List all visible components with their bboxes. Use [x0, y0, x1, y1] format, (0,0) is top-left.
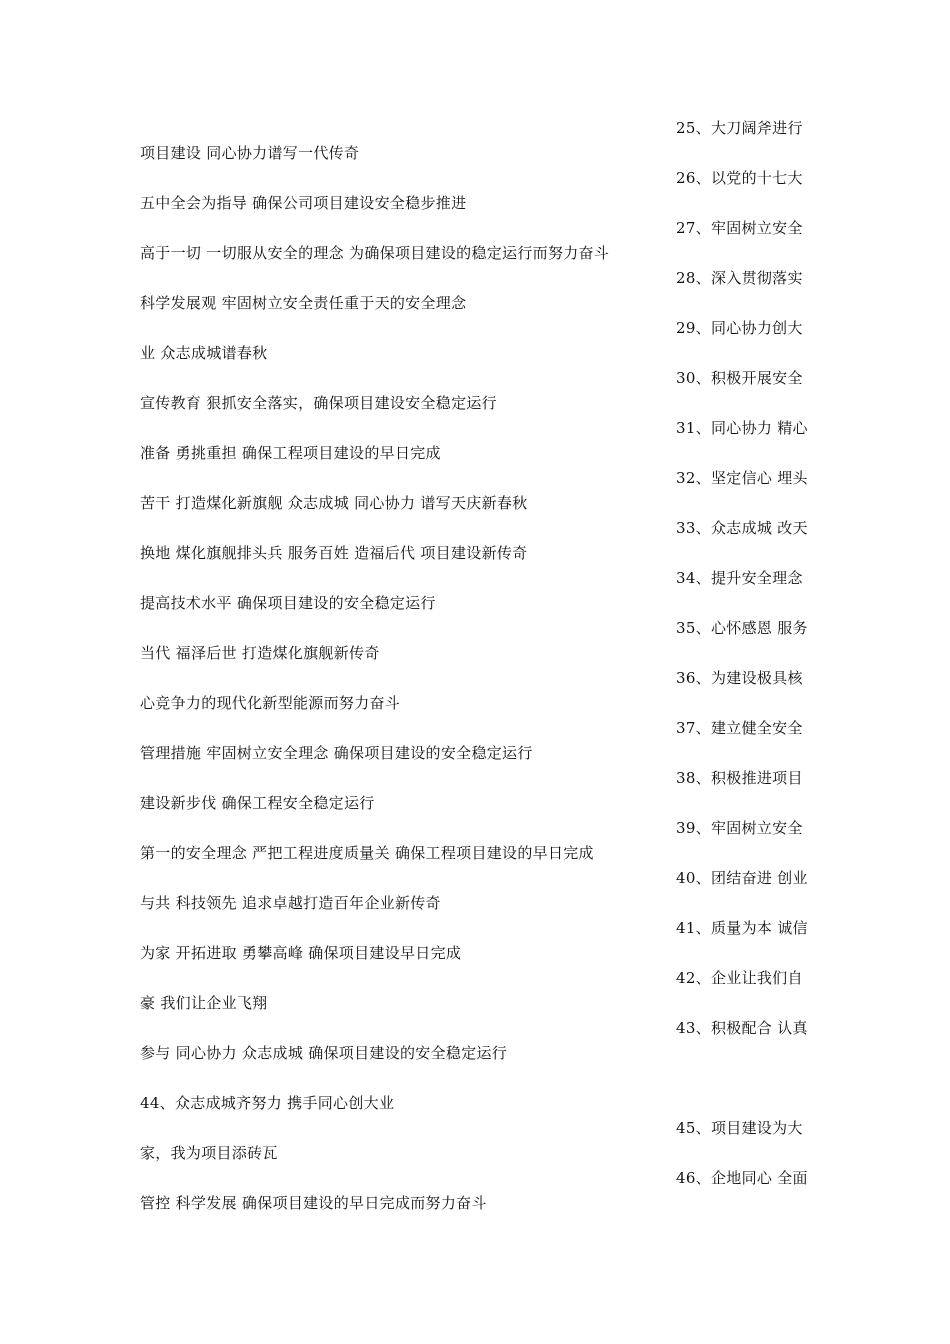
right-line-33: 33、众志成城 改天 [676, 519, 808, 537]
right-line-42: 42、企业让我们自 [676, 969, 803, 987]
left-line-4: 科学发展观 牢固树立安全责任重于天的安全理念 [140, 294, 467, 312]
left-line-6: 宣传教育 狠抓安全落实，确保项目建设安全稳定运行 [140, 394, 497, 412]
right-line-30: 30、积极开展安全 [676, 369, 803, 387]
right-line-41: 41、质量为本 诚信 [676, 919, 808, 937]
right-line-35: 35、心怀感恩 服务 [676, 619, 808, 637]
right-line-26: 26、以党的十七大 [676, 169, 803, 187]
right-line-28: 28、深入贯彻落实 [676, 269, 803, 287]
right-line-39: 39、牢固树立安全 [676, 819, 803, 837]
right-line-25: 25、大刀阔斧进行 [676, 119, 803, 137]
left-line-3: 高于一切 一切服从安全的理念 为确保项目建设的稳定运行而努力奋斗 [140, 244, 610, 262]
right-line-40: 40、团结奋进 创业 [676, 869, 808, 887]
right-line-27: 27、牢固树立安全 [676, 219, 803, 237]
left-line-1: 项目建设 同心协力谱写一代传奇 [140, 144, 360, 162]
left-line-19: 参与 同心协力 众志成城 确保项目建设的安全稳定运行 [140, 1044, 508, 1062]
left-line-16: 与共 科技领先 追求卓越打造百年企业新传奇 [140, 894, 441, 912]
left-line-8: 苦干 打造煤化新旗舰 众志成城 同心协力 谱写天庆新春秋 [140, 494, 528, 512]
left-line-2: 五中全会为指导 确保公司项目建设安全稳步推进 [140, 194, 467, 212]
left-line-20: 44、众志成城齐努力 携手同心创大业 [140, 1094, 395, 1112]
right-line-37: 37、建立健全安全 [676, 719, 803, 737]
left-line-10: 提高技术水平 确保项目建设的安全稳定运行 [140, 594, 436, 612]
right-line-32: 32、坚定信心 埋头 [676, 469, 808, 487]
left-line-14: 建设新步伐 确保工程安全稳定运行 [140, 794, 375, 812]
left-line-18: 豪 我们让企业飞翔 [140, 994, 268, 1012]
left-line-7: 准备 勇挑重担 确保工程项目建设的早日完成 [140, 444, 441, 462]
right-line-34: 34、提升安全理念 [676, 569, 803, 587]
left-line-12: 心竞争力的现代化新型能源而努力奋斗 [140, 694, 401, 712]
left-line-13: 管理措施 牢固树立安全理念 确保项目建设的安全稳定运行 [140, 744, 533, 762]
right-line-45: 45、项目建设为大 [676, 1119, 803, 1137]
left-line-22: 管控 科学发展 确保项目建设的早日完成而努力奋斗 [140, 1194, 487, 1212]
right-line-38: 38、积极推进项目 [676, 769, 803, 787]
right-line-36: 36、为建设极具核 [676, 669, 803, 687]
left-line-11: 当代 福泽后世 打造煤化旗舰新传奇 [140, 644, 380, 662]
left-line-15: 第一的安全理念 严把工程进度质量关 确保工程项目建设的早日完成 [140, 844, 594, 862]
left-line-17: 为家 开拓进取 勇攀高峰 确保项目建设早日完成 [140, 944, 462, 962]
left-line-9: 换地 煤化旗舰排头兵 服务百姓 造福后代 项目建设新传奇 [140, 544, 528, 562]
left-line-5: 业 众志成城谱春秋 [140, 344, 268, 362]
right-line-29: 29、同心协力创大 [676, 319, 803, 337]
right-line-46: 46、企地同心 全面 [676, 1169, 808, 1187]
right-line-31: 31、同心协力 精心 [676, 419, 808, 437]
left-line-21: 家，我为项目添砖瓦 [140, 1144, 278, 1162]
right-line-43: 43、积极配合 认真 [676, 1019, 808, 1037]
